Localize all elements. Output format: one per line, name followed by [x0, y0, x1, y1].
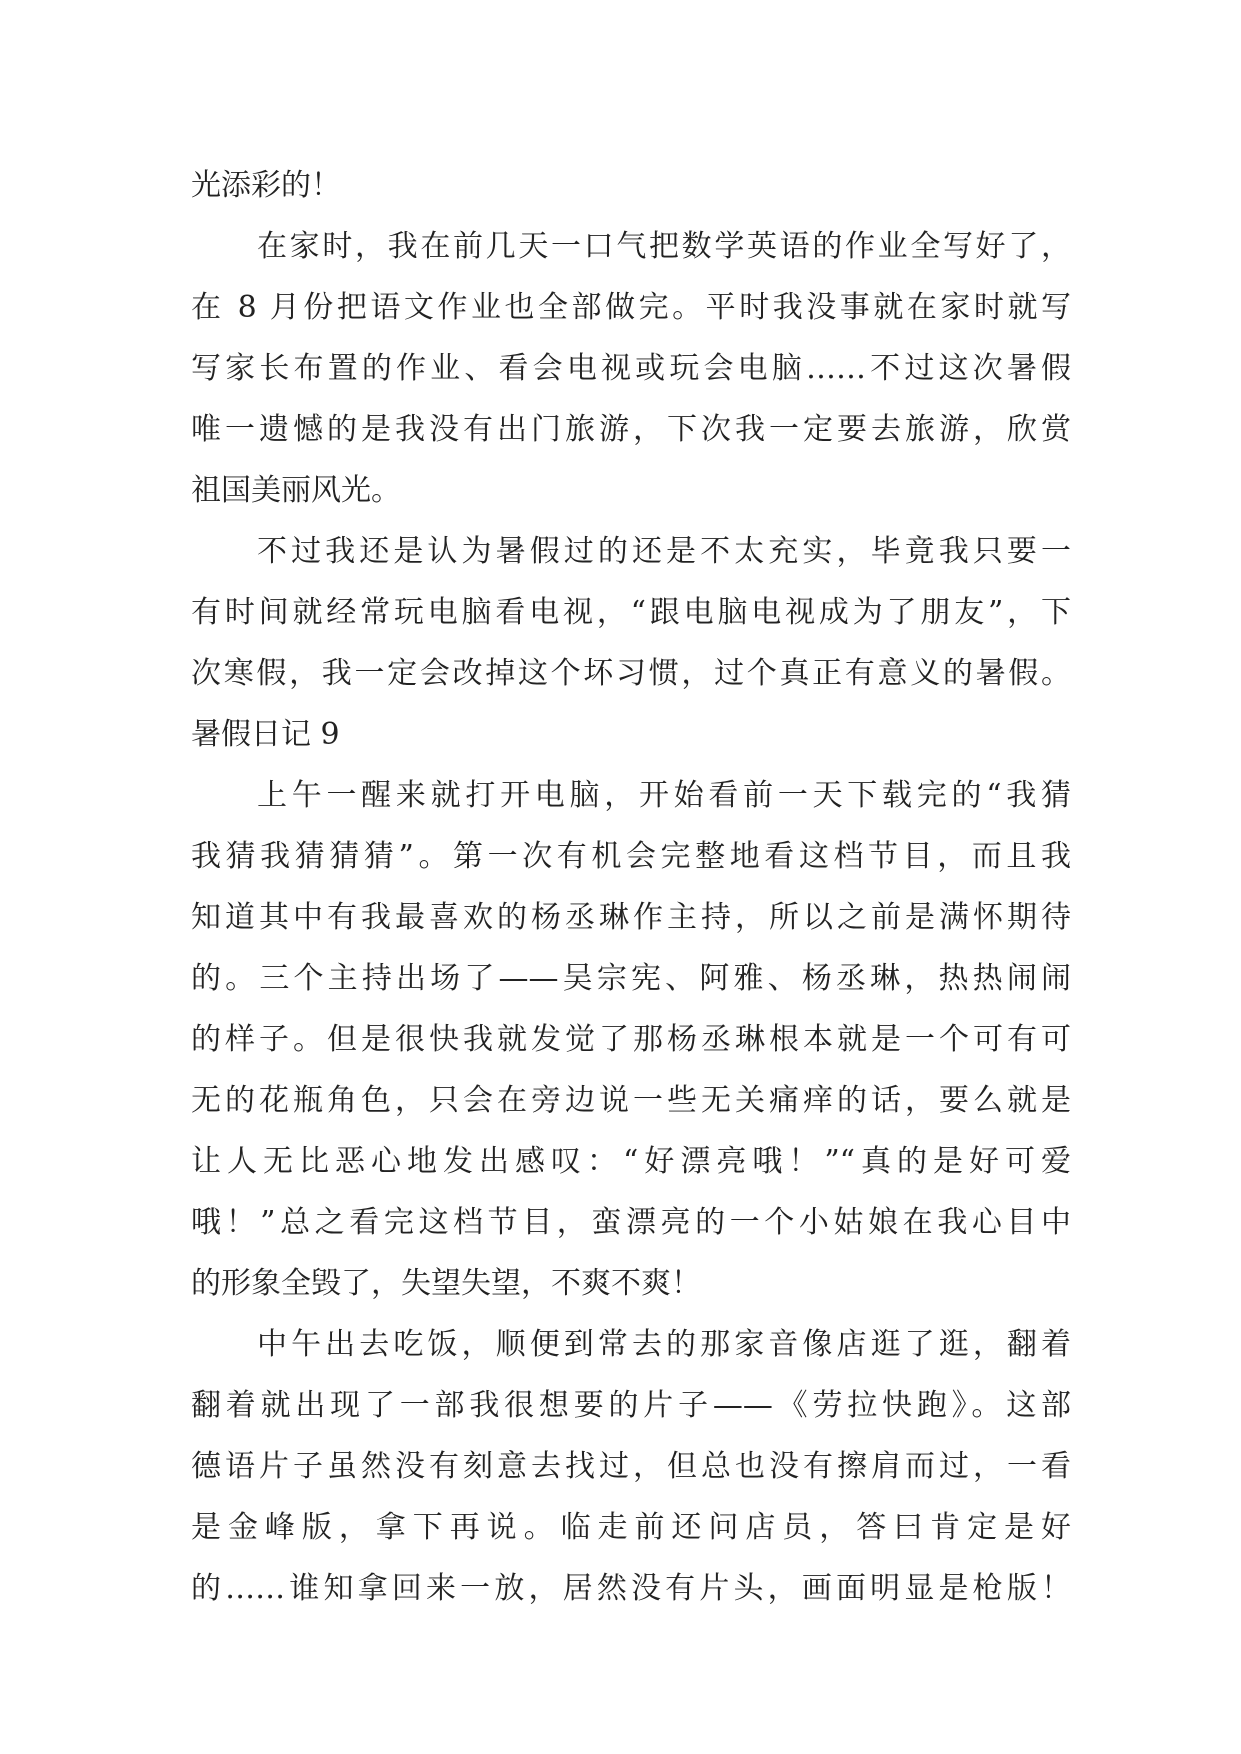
- text-line: 中午出去吃饭，顺便到常去的那家音像店逛了逛，翻着: [257, 1327, 1071, 1362]
- text-line: 祖国美丽风光。: [191, 473, 401, 508]
- text-line: 的。三个主持出场了——吴宗宪、阿雅、杨丞琳，热热闹闹: [191, 961, 1071, 996]
- body-text: [191, 155, 1071, 1619]
- text-line: 不过我还是认为暑假过的还是不太充实，毕竟我只要一: [257, 534, 1071, 569]
- text-line: 次寒假，我一定会改掉这个坏习惯，过个真正有意义的暑假。: [191, 656, 1071, 691]
- text-line: 翻着就出现了一部我很想要的片子——《劳拉快跑》。这部: [191, 1388, 1071, 1423]
- text-line: 我猜我猜猜猜”。第一次有机会完整地看这档节目，而且我: [191, 839, 1071, 874]
- text-line: 光添彩的！: [191, 168, 341, 203]
- text-line: 的……谁知拿回来一放，居然没有片头，画面明显是枪版！: [191, 1571, 1071, 1606]
- text-line: 有时间就经常玩电脑看电视，“跟电脑电视成为了朋友”，下: [191, 595, 1071, 630]
- text-line: 写家长布置的作业、看会电视或玩会电脑……不过这次暑假: [191, 351, 1071, 386]
- text-line: 暑假日记 9: [191, 717, 340, 752]
- text-line: 上午一醒来就打开电脑，开始看前一天下载完的“我猜: [257, 778, 1071, 813]
- text-line: 的形象全毁了，失望失望，不爽不爽！: [191, 1266, 701, 1301]
- text-line: 让人无比恶心地发出感叹：“好漂亮哦！”“真的是好可爱: [191, 1144, 1071, 1179]
- text-line: 知道其中有我最喜欢的杨丞琳作主持，所以之前是满怀期待: [191, 900, 1071, 935]
- text-line: 德语片子虽然没有刻意去找过，但总也没有擦肩而过，一看: [191, 1449, 1071, 1484]
- text-line: 无的花瓶角色，只会在旁边说一些无关痛痒的话，要么就是: [191, 1083, 1071, 1118]
- text-line: 在 8 月份把语文作业也全部做完。平时我没事就在家时就写: [191, 290, 1071, 325]
- text-line: 哦！”总之看完这档节目，蛮漂亮的一个小姑娘在我心目中: [191, 1205, 1071, 1240]
- text-line: 唯一遗憾的是我没有出门旅游，下次我一定要去旅游，欣赏: [191, 412, 1071, 447]
- text-line: 是金峰版，拿下再说。临走前还问店员，答曰肯定是好: [191, 1510, 1071, 1545]
- text-line: 的样子。但是很快我就发觉了那杨丞琳根本就是一个可有可: [191, 1022, 1071, 1057]
- text-line: 在家时，我在前几天一口气把数学英语的作业全写好了，: [257, 229, 1071, 264]
